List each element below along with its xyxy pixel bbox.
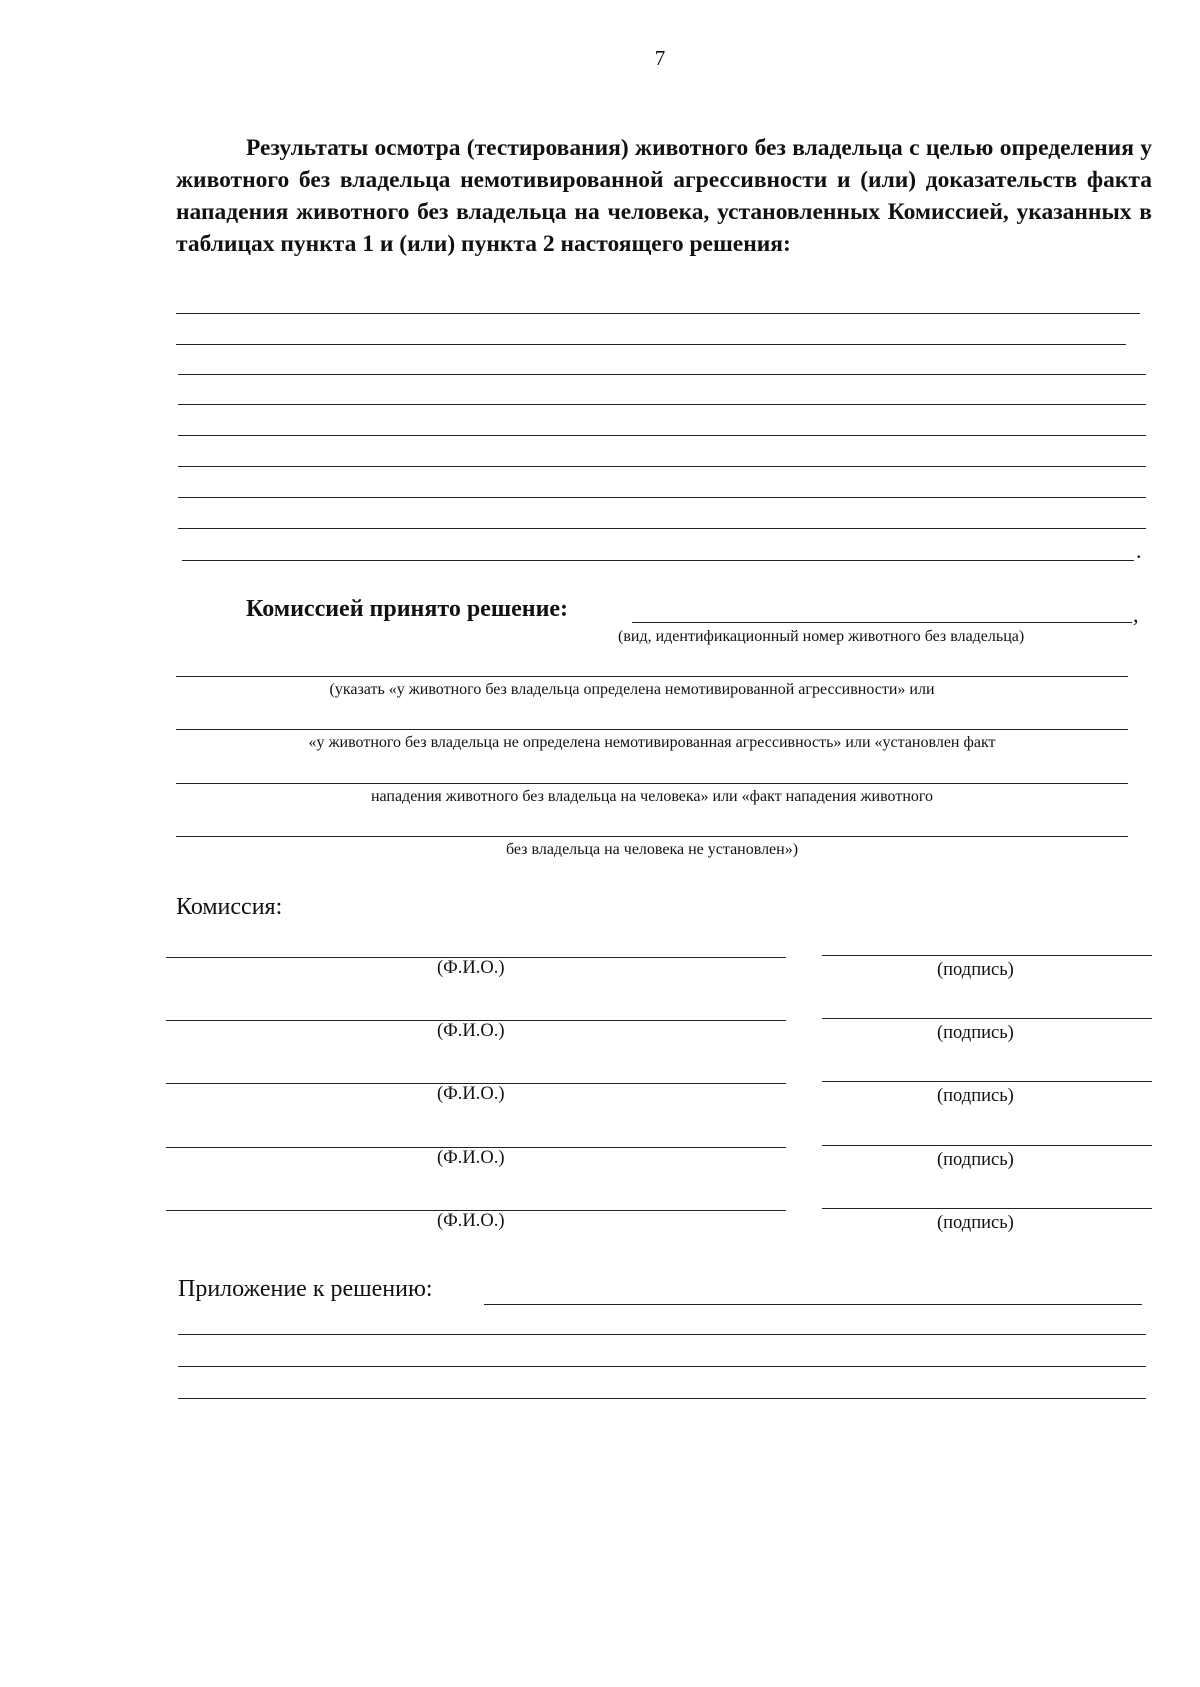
decision-blank-line[interactable] (176, 676, 1128, 677)
member-signature-caption: (подпись) (937, 1086, 1014, 1106)
member-signature-caption: (подпись) (937, 1213, 1014, 1233)
member-signature-line[interactable] (822, 1018, 1152, 1019)
results-heading: Результаты осмотра (тестирования) животного без владельца с целью определения у животного без владельца немотивированной агрессивности и (или) доказательств факта нападения животного без владельца на человека, установленных Комиссией, указанных в таблицах пункта 1 и (или) пункта 2 настоящего решения: (176, 135, 1152, 257)
results-blank-line[interactable] (178, 528, 1146, 529)
member-signature-line[interactable] (822, 1081, 1152, 1082)
commission-label: Комиссия: (176, 894, 283, 920)
results-blank-line[interactable] (178, 466, 1146, 467)
results-blank-line[interactable] (176, 313, 1140, 314)
member-name-caption: (Ф.И.О.) (437, 1148, 505, 1168)
appendix-blank-line[interactable] (178, 1334, 1146, 1335)
results-blank-line[interactable] (182, 560, 1134, 561)
member-signature-line[interactable] (822, 1208, 1152, 1209)
member-signature-line[interactable] (822, 955, 1152, 956)
decision-animal-line[interactable] (632, 622, 1132, 623)
results-blank-line[interactable] (178, 497, 1146, 498)
page-number: 7 (654, 46, 666, 70)
decision-hint-line: (указать «у животного без владельца определена немотивированной агрессивности» или (329, 681, 935, 698)
appendix-blank-line[interactable] (178, 1398, 1146, 1399)
member-signature-caption: (подпись) (937, 960, 1014, 980)
decision-blank-line[interactable] (176, 836, 1128, 837)
member-signature-line[interactable] (822, 1145, 1152, 1146)
results-blank-line[interactable] (178, 404, 1146, 405)
member-name-caption: (Ф.И.О.) (437, 1211, 505, 1231)
decision-animal-hint: (вид, идентификационный номер животного без владельца) (618, 628, 1025, 645)
results-blank-line[interactable] (176, 344, 1126, 345)
appendix-label: Приложение к решению: (178, 1276, 433, 1302)
member-signature-caption: (подпись) (937, 1023, 1014, 1043)
appendix-blank-line[interactable] (484, 1304, 1142, 1305)
member-signature-caption: (подпись) (937, 1150, 1014, 1170)
results-blank-line[interactable] (178, 435, 1146, 436)
member-name-caption: (Ф.И.О.) (437, 1084, 505, 1104)
decision-hint-line: без владельца на человека не установлен») (505, 841, 799, 858)
decision-blank-line[interactable] (176, 729, 1128, 730)
member-name-caption: (Ф.И.О.) (437, 958, 505, 978)
decision-hint-line: нападения животного без владельца на человека» или «факт нападения животного (370, 788, 934, 805)
appendix-blank-line[interactable] (178, 1366, 1146, 1367)
results-blank-line[interactable] (178, 374, 1146, 375)
decision-trailing-comma: , (1133, 602, 1139, 627)
member-name-caption: (Ф.И.О.) (437, 1021, 505, 1041)
results-end-dot: . (1136, 538, 1142, 563)
decision-hint-line: «у животного без владельца не определена немотивированная агрессивность» или «установлен факт (308, 734, 996, 751)
decision-blank-line[interactable] (176, 783, 1128, 784)
decision-label: Комиссией принято решение: (246, 596, 569, 622)
